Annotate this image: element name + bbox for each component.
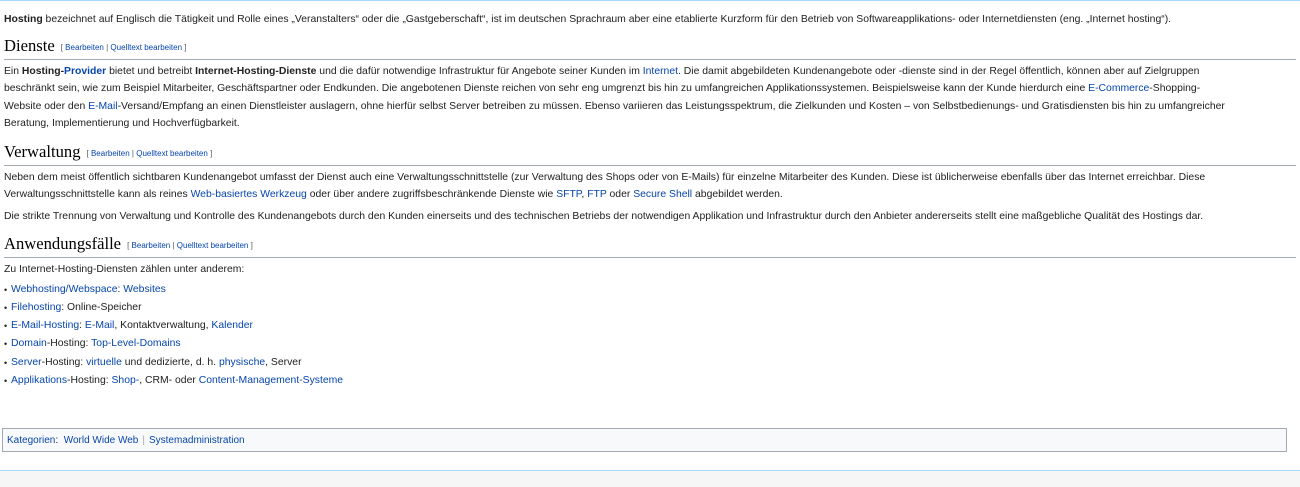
link-email[interactable]: E-Mail [88,100,118,112]
bullet-icon: • [4,321,8,332]
list-item: • Webhosting/Webspace: Websites [4,281,1296,299]
dienste-paragraph: Ein Hosting-Provider bietet und betreibt Internet-Hosting-Dienste und die dafür notwendige Infrastruktur für Angebote seiner Kunden im Internet. Die damit abgebildeten Kundenangebote oder -dienste sind in der Regel öffentlich, können aber auf Zielgruppen beschränkt sein, wie zum Beispiel Mitarbeiter, Geschäftspartner oder Endkunden. Die angebotenen Dienste reichen von sehr eng umgrenzt bis hin zu umfangreichen Applikationssystemen. Beispielsweise kann der Kunde hierdurch eine E-Commerce-Shopping- Website oder den E-Mail-Versand/Empfang an einen Dienstleister auslagern, ohne hierfür selbst Server betreiben zu müssen. Ebenso variieren das Leistungsspektrum, die Zielkunden und Kosten – von Selbstbedienungs- und Gratisdiensten bis hin zu umfangreicher Beratung, Implementierung und Hochverfügbarkeit. [4,65,1225,129]
category-world-wide-web[interactable]: World Wide Web [63,435,139,446]
intro-paragraph: Hosting bezeichnet auf Englisch die Tätigkeit und Rolle eines „Veranstalters“ oder die „Gastgeberschaft“, ist im deutschen Sprachraum aber eine etablierte Kurzform für den Betrieb von Softwareapplikations- oder Internetdiensten (eng. „Internet hosting“). [4,14,1172,25]
bullet-icon: • [4,284,8,295]
intro-bold-term: Hosting [4,14,43,25]
list-item: • Domain-Hosting: Top-Level-Domains [4,335,1296,353]
categories-label[interactable]: Kategorien [7,435,56,446]
link-ssh[interactable]: Secure Shell [633,189,693,200]
verwaltung-paragraph-2: Die strikte Trennung von Verwaltung und Kontrolle des Kundenangebots durch den Kunden einerseits und des technischen Betriebs der notwendigen Applikation und Infrastruktur durch den Anbieter andererseits stellt eine maßgebliche Qualität des Hostings dar. [4,210,1204,222]
link-web-tool[interactable]: Web-basiertes Werkzeug [190,189,307,200]
list-item: • Server-Hosting: virtuelle und dedizierte, d. h. physische, Server [4,354,1296,372]
list-item: • E-Mail-Hosting: E-Mail, Kontaktverwaltung, Kalender [4,317,1296,335]
category-links-box: Kategorien: World Wide Web | Systemadministration [2,428,1287,452]
section-heading-dienste: Dienste [ Bearbeiten | Quelltext bearbeiten ] [4,35,1296,60]
edit-source-link[interactable]: Quelltext bearbeiten [110,42,183,52]
list-item: • Filehosting: Online-Speicher [4,299,1296,317]
page-footer [0,470,1300,487]
edit-section-links: [ Bearbeiten | Quelltext bearbeiten ] [60,42,187,52]
anwendung-intro: Zu Internet-Hosting-Diensten zählen unter anderem: [4,264,245,275]
link-ftp[interactable]: FTP [587,189,607,200]
use-case-list [4,281,1296,391]
edit-link[interactable]: Bearbeiten [90,148,130,158]
section-heading-verwaltung: Verwaltung [ Bearbeiten | Quelltext bearbeiten ] [4,141,1296,166]
edit-link[interactable]: Bearbeiten [131,241,171,250]
edit-source-link[interactable]: Quelltext bearbeiten [176,241,249,250]
link-provider[interactable]: Provider [64,65,107,77]
edit-section-links: [ Bearbeiten | Quelltext bearbeiten ] [127,241,253,250]
bullet-icon: • [4,339,8,350]
edit-section-links: [ Bearbeiten | Quelltext bearbeiten ] [86,148,213,158]
link-internet[interactable]: Internet [642,65,679,77]
bullet-icon: • [4,302,8,313]
link-sftp[interactable]: SFTP [556,189,582,200]
link-ecommerce[interactable]: E-Commerce [1088,83,1150,94]
category-separator: | [142,435,145,446]
verwaltung-paragraph-1: Neben dem meist öffentlich sichtbaren Kundenangebot umfasst der Dienst auch eine Verwaltungsschnittstelle (zur Verwaltung des Shops oder von E-Mails) für einzelne Mitarbeiter des Kunden. Diese ist üblicherweise ebenfalls über das Internet erreichbar. Diese Verwaltungsschnittstelle kann als reines Web-basiertes Werkzeug oder über andere zugriffsbeschränkende Dienste wie SFTP, FTP oder Secure Shell abgebildet werden. [4,171,1206,200]
edit-link[interactable]: Bearbeiten [65,42,104,52]
bullet-icon: • [4,375,8,386]
bullet-icon: • [4,357,8,368]
edit-source-link[interactable]: Quelltext bearbeiten [136,148,208,158]
category-systemadministration[interactable]: Systemadministration [148,435,245,446]
list-item: • Applikations-Hosting: Shop-, CRM- oder Content-Management-Systeme [4,372,1296,390]
section-heading-anwendungsfaelle: Anwendungsfälle [ Bearbeiten | Quelltext bearbeiten ] [4,233,1296,258]
